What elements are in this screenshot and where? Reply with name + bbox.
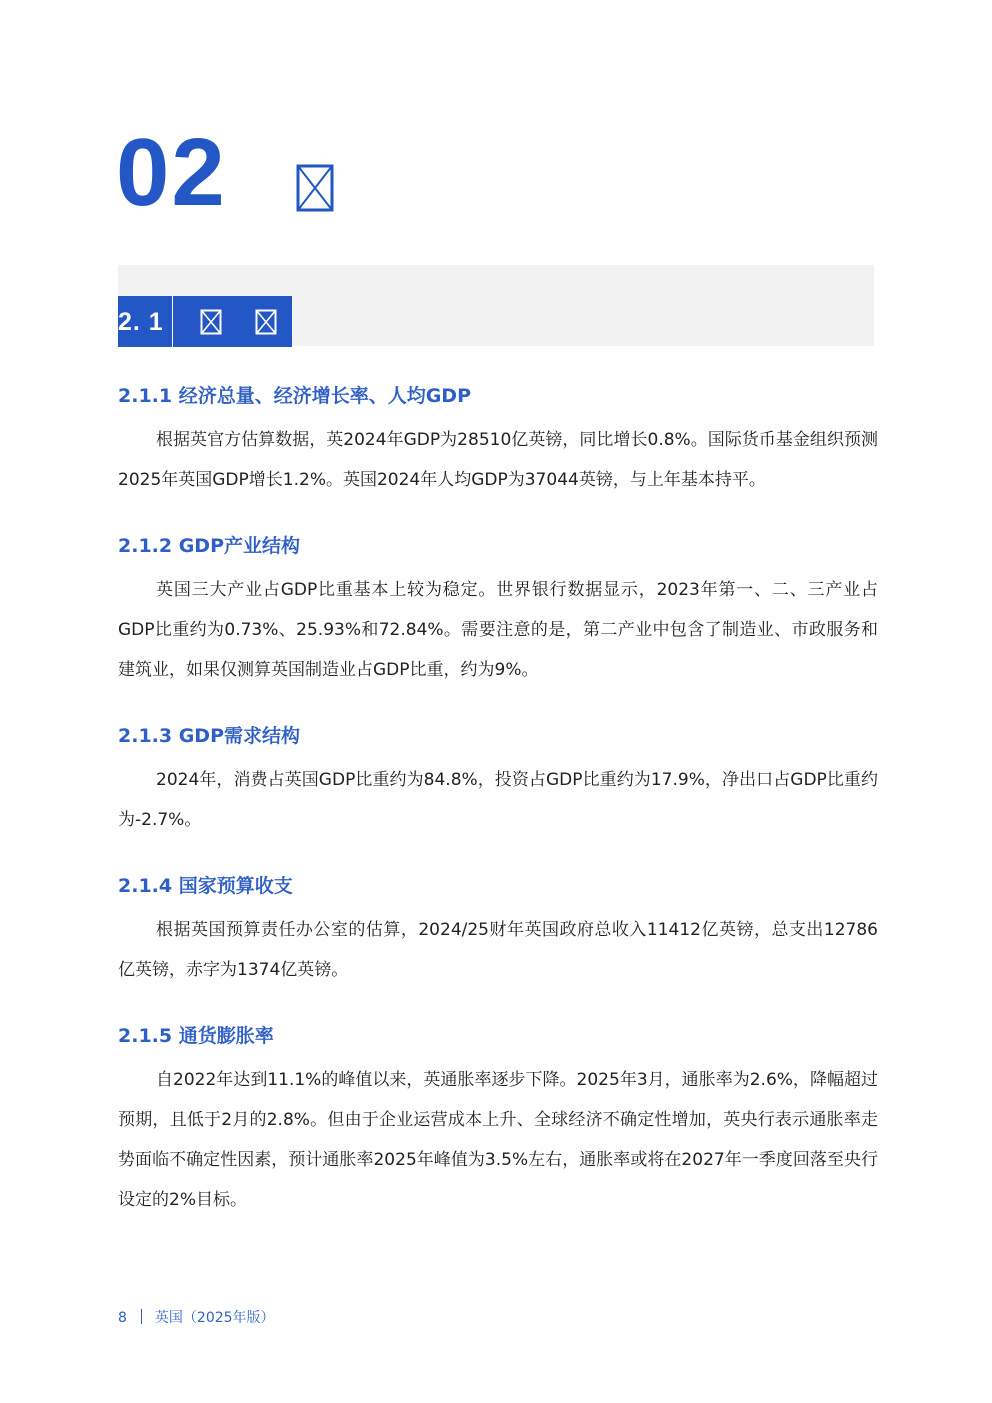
body-paragraph: 英国三大产业占GDP比重基本上较为稳定。世界银行数据显示，2023年第一、二、三产业占GDP比重约为0.73%、25.93%和72.84%。需要注意的是，第二产业中包含了制造业、市政服务和建筑业，如果仅测算英国制造业占GDP比重，约为9%。 [118, 580, 878, 680]
body-paragraph: 根据英国预算责任办公室的估算，2024/25财年英国政府总收入11412亿英镑，总支出12786亿英镑，赤字为1374亿英镑。 [118, 920, 878, 980]
section-divider [172, 296, 173, 347]
body-paragraph: 2024年，消费占英国GDP比重约为84.8%，投资占GDP比重约为17.9%，净出口占GDP比重约为-2.7%。 [118, 770, 878, 830]
chapter-number: 02 [116, 119, 227, 226]
missing-glyph-icon [200, 309, 222, 335]
subsection-heading: 2.1.3 GDP需求结构 [118, 725, 301, 747]
page-footer [118, 1306, 275, 1330]
missing-glyph-icon [255, 309, 277, 335]
footer-separator [141, 1309, 142, 1324]
section-header-tab [118, 296, 292, 347]
section-number: 2. 1 [118, 308, 164, 336]
publication-title: 英国（2025年版） [154, 1310, 275, 1326]
subsection-heading: 2.1.2 GDP产业结构 [118, 535, 301, 557]
missing-glyph-icon [296, 164, 334, 212]
page-number: 8 [118, 1310, 127, 1326]
body-paragraph: 根据英官方估算数据，英2024年GDP为28510亿英镑，同比增长0.8%。国际货币基金组织预测2025年英国GDP增长1.2%。英国2024年人均GDP为37044英镑，与上年基本持平。 [118, 430, 878, 490]
subsection-heading: 2.1.1 经济总量、经济增长率、人均GDP [118, 385, 472, 407]
body-paragraph: 自2022年达到11.1%的峰值以来，英通胀率逐步下降。2025年3月，通胀率为2.6%，降幅超过预期，且低于2月的2.8%。但由于企业运营成本上升、全球经济不确定性增加，英央行表示通胀率走势面临不确定性因素，预计通胀率2025年峰值为3.5%左右，通胀率或将在2027年一季度回落至央行设定的2%目标。 [118, 1070, 878, 1210]
subsection-heading: 2.1.4 国家预算收支 [118, 875, 293, 897]
subsection-heading: 2.1.5 通货膨胀率 [118, 1025, 274, 1047]
